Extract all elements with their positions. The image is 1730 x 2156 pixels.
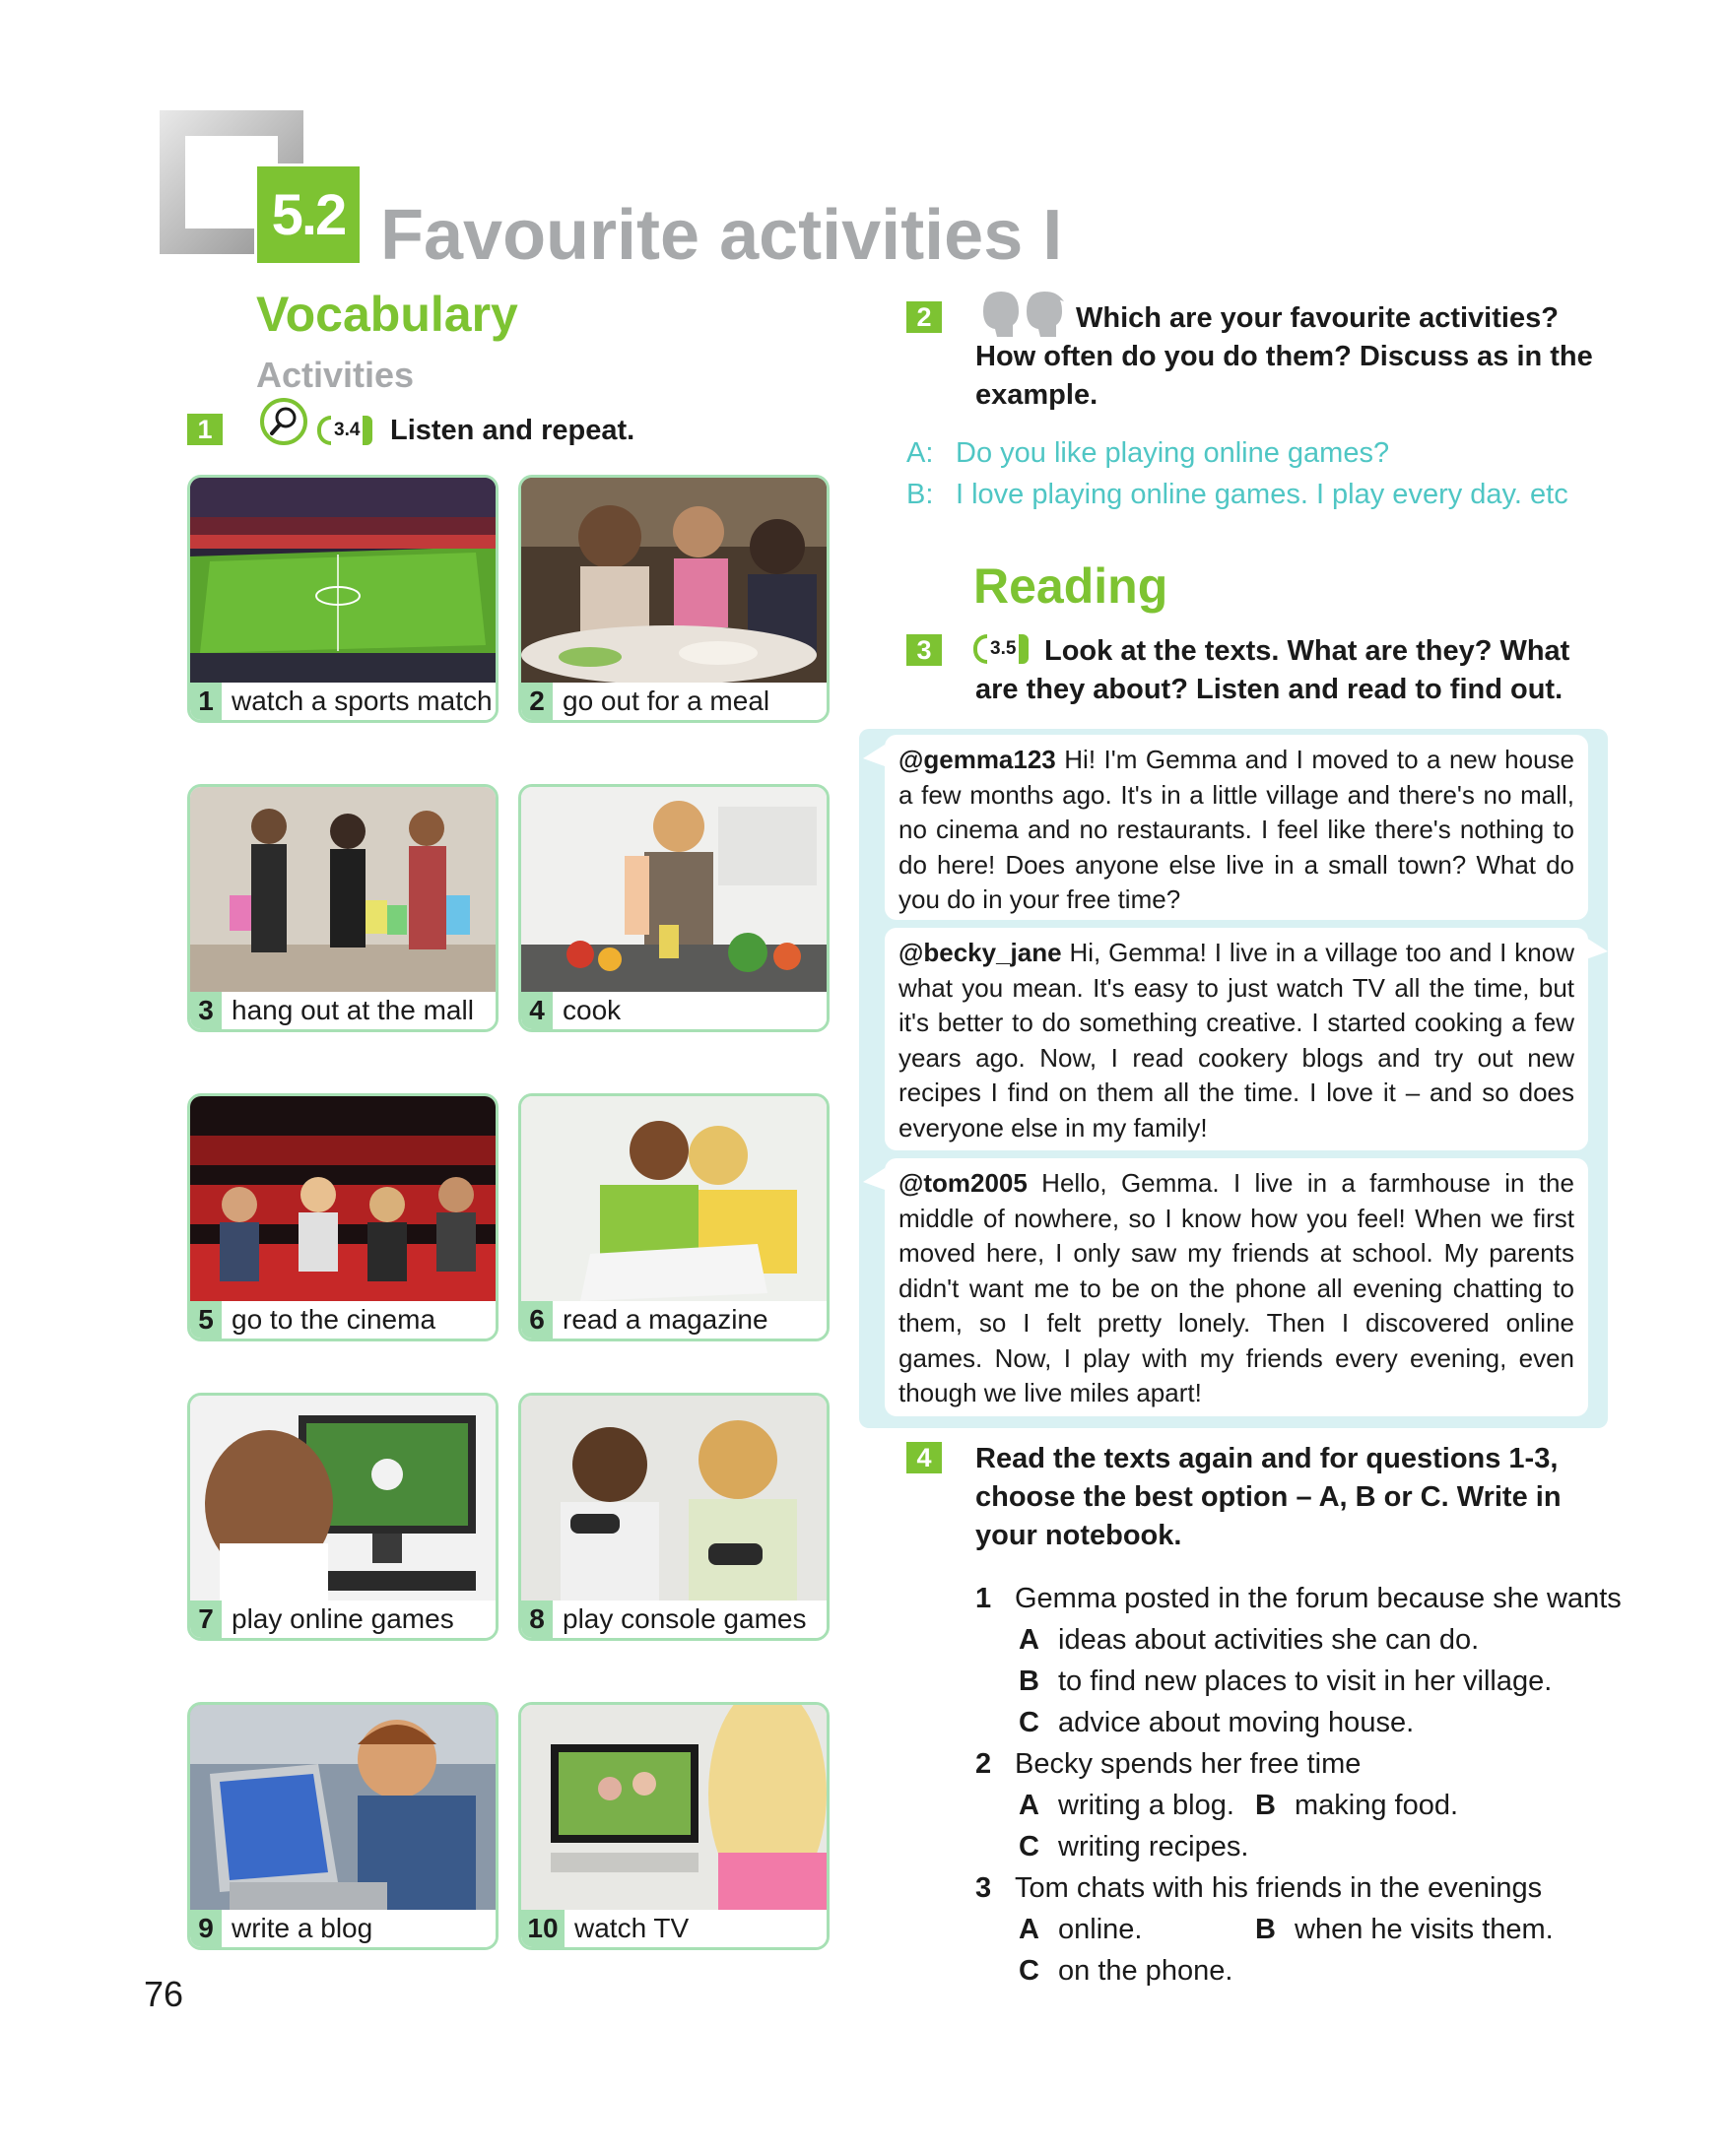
post-username: @tom2005 [898,1168,1028,1198]
mall-image [190,787,496,992]
vocabulary-heading: Vocabulary [256,287,518,342]
post-username: @gemma123 [898,745,1056,774]
exercise-1-instruction: Listen and repeat. [390,415,635,446]
exercise-2-line-2: How often do you do them? Discuss as in the [975,341,1593,372]
post-text: Hi, Gemma! I live in a village too and I know what you mean. It's easy to just watch TV all the time, but it's better to do something creative. I started cooking a few years ago. Now, I read cookery blogs and try out new recipes I find on them all the time. I love it – and so does everyone else in my family! [898,938,1574,1143]
exercise-4-line-1: Read the texts again and for questions 1-3, [975,1443,1559,1474]
post-text: Hello, Gemma. I live in a farmhouse in the middle of nowhere, so I know how you feel! When we first moved here, I only saw my friends at school. My parents didn't want me to be on the phone all evening chatting to them, so I felt pretty lonely. Then I discovered online games. Now, I play with my friends every evening, even though we live miles apart! [898,1168,1574,1407]
activity-caption: 8 play console games [521,1601,827,1638]
stadium-image [190,478,496,683]
exercise-4-line-2: choose the best option – A, B or C. Write in [975,1481,1562,1513]
question-1-option-b: B to find new places to visit in her village. [1019,1666,1553,1697]
activity-card-8 [518,1393,830,1641]
forum-post-gemma [885,735,1588,920]
unit-number-badge: 5.2 [254,163,363,266]
online-games-image [190,1396,496,1601]
track-bar [363,416,372,445]
question-1-option-a: A ideas about activities she can do. [1019,1624,1480,1656]
audio-track-3-4[interactable] [317,416,372,445]
activity-card-3 [187,784,499,1032]
magazine-image [521,1096,827,1301]
activity-card-4 [518,784,830,1032]
post-text: Hi! I'm Gemma and I moved to a new house a few months ago. It's in a little village and there's no mall, no cinema and no restaurants. I feel like there's nothing to do here! Does anyone else live in a small town? What do you do in your free time? [898,745,1574,914]
activity-card-5 [187,1093,499,1341]
activity-card-1 [187,475,499,723]
headphone-icon [317,416,331,445]
exercise-3-number: 3 [906,634,942,666]
post-tail [863,1168,885,1190]
activity-caption: 7 play online games [190,1601,496,1638]
exercise-4-line-3: your notebook. [975,1520,1182,1551]
activity-caption: 4 cook [521,992,827,1029]
tv-image [521,1705,827,1910]
activity-card-6 [518,1093,830,1341]
blog-image [190,1705,496,1910]
restaurant-image [521,478,827,683]
activity-caption: 6 read a magazine [521,1301,827,1339]
activity-caption: 10 watch TV [521,1910,827,1947]
question-2-stem: 2 Becky spends her free time [975,1748,1362,1780]
activities-subheading: Activities [256,355,415,395]
page-title: Favourite activities I [380,196,1063,275]
pair-work-icon [975,288,1070,339]
cooking-image [521,787,827,992]
forum-post-tom [885,1158,1588,1416]
post-username: @becky_jane [898,938,1062,967]
track-number: 3.4 [334,420,361,440]
track-number: 3.5 [990,638,1017,659]
activity-card-10 [518,1702,830,1950]
console-games-image [521,1396,827,1601]
question-3-option-b: B when he visits them. [1255,1914,1554,1945]
post-tail [1586,938,1608,959]
cinema-image [190,1096,496,1301]
question-2-option-c: C writing recipes. [1019,1831,1249,1862]
dialogue-line-a: A: Do you like playing online games? [906,437,1390,469]
activity-caption: 2 go out for a meal [521,683,827,720]
track-bar [1019,634,1029,664]
question-2-option-b: B making food. [1255,1790,1459,1821]
question-2-option-a: A writing a blog. [1019,1790,1234,1821]
post-tail [863,745,885,766]
page-number: 76 [144,1974,184,2014]
question-3-option-a: A online. [1019,1914,1143,1945]
exercise-3-line-1: Look at the texts. What are they? What [1044,635,1570,667]
magnifier-icon [258,398,313,449]
exercise-2-line-3: example. [975,379,1098,411]
activity-caption: 1 watch a sports match [190,683,496,720]
exercise-3-line-2: are they about? Listen and read to find out. [975,674,1564,705]
activity-caption: 5 go to the cinema [190,1301,496,1339]
audio-track-3-5[interactable] [973,634,1029,664]
dialogue-line-b: B: I love playing online games. I play every day. etc [906,479,1568,510]
activity-card-7 [187,1393,499,1641]
exercise-4-number: 4 [906,1442,942,1473]
exercise-1-number: 1 [187,414,223,445]
question-1-option-c: C advice about moving house. [1019,1707,1415,1738]
activity-card-9 [187,1702,499,1950]
question-3-stem: 3 Tom chats with his friends in the evenings [975,1872,1543,1904]
activity-caption: 3 hang out at the mall [190,992,496,1029]
forum-post-becky [885,928,1588,1150]
exercise-2-line-1: Which are your favourite activities? [1076,302,1559,334]
headphone-icon [973,634,987,664]
question-3-option-c: C on the phone. [1019,1955,1233,1987]
question-1-stem: 1 Gemma posted in the forum because she wants [975,1583,1622,1614]
exercise-2-number: 2 [906,301,942,333]
activity-caption: 9 write a blog [190,1910,496,1947]
reading-heading: Reading [973,558,1168,614]
activity-card-2 [518,475,830,723]
